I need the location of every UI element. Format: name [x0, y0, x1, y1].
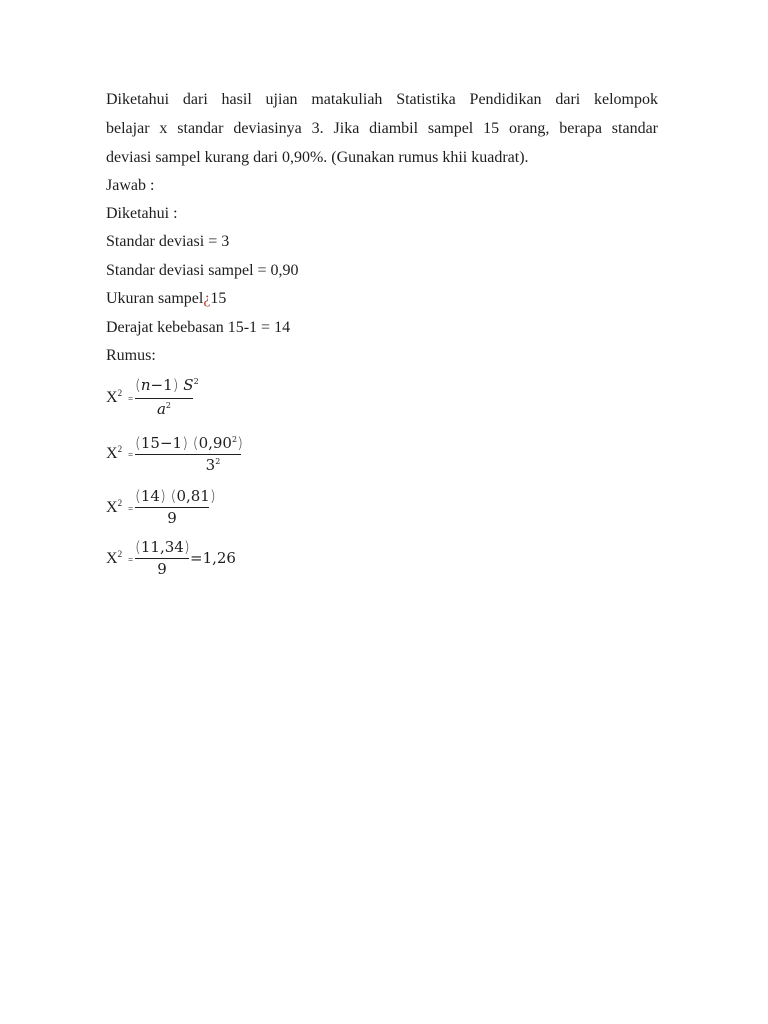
equation-substitution: [106, 432, 406, 482]
fraction-numerator: (14) (0,81): [135, 487, 216, 505]
equation-simplified: [106, 486, 406, 536]
fraction-substitution: [135, 432, 241, 480]
fraction-numerator: (n−1) $S^2$: [135, 376, 199, 394]
fraction-numerator: (15−1) (0,90$^2$): [135, 434, 243, 452]
sample-size-line: [106, 290, 226, 308]
fraction-denominator: $a^2$: [156, 400, 172, 418]
equation-formula: [106, 376, 406, 426]
equals-sign: =: [128, 555, 134, 565]
fraction-bar: [135, 398, 193, 399]
chi-square-lhs: $X^2$: [106, 549, 123, 567]
chi-square-lhs: $X^2$: [106, 498, 123, 516]
diketahui-label: Diketahui :: [106, 205, 178, 222]
std-dev-line: Standar deviasi = 3: [106, 233, 230, 250]
equals-sign: =: [128, 504, 134, 514]
fraction-denominator: 9: [167, 509, 177, 527]
fraction-bar: [135, 454, 241, 455]
fraction-result: [135, 537, 189, 585]
sample-size-glyph: ¿: [203, 290, 211, 307]
fraction-denominator: $3^2$: [205, 456, 221, 474]
equals-sign: =: [128, 450, 134, 460]
jawab-label: Jawab :: [106, 177, 155, 194]
fraction-simplified: [135, 486, 216, 534]
equals-sign: =: [128, 394, 134, 404]
fraction-bar: [135, 558, 189, 559]
rumus-label: Rumus:: [106, 347, 156, 364]
fraction-numerator: (11,34): [135, 538, 190, 556]
result-value: =1,26: [190, 549, 236, 567]
sample-size-value: 15: [210, 290, 227, 307]
fraction-bar: [135, 507, 209, 508]
degrees-of-freedom-line: Derajat kebebasan 15-1 = 14: [106, 319, 291, 336]
chi-square-lhs: $X^2$: [106, 444, 123, 462]
fraction-formula: [135, 376, 199, 424]
equation-result: [106, 537, 406, 587]
problem-line-1: Diketahui dari hasil ujian matakuliah Statistika Pendidikan dari kelompok: [106, 91, 658, 108]
chi-square-lhs: $X^2$: [106, 388, 123, 406]
problem-line-2: belajar x standar deviasinya 3. Jika diambil sampel 15 orang, berapa standar: [106, 120, 658, 137]
sample-size-label: Ukuran sampel: [106, 290, 204, 307]
problem-line-3: deviasi sampel kurang dari 0,90%. (Gunakan rumus khii kuadrat).: [106, 149, 529, 166]
std-dev-sample-line: Standar deviasi sampel = 0,90: [106, 262, 299, 279]
fraction-denominator: 9: [157, 560, 167, 578]
